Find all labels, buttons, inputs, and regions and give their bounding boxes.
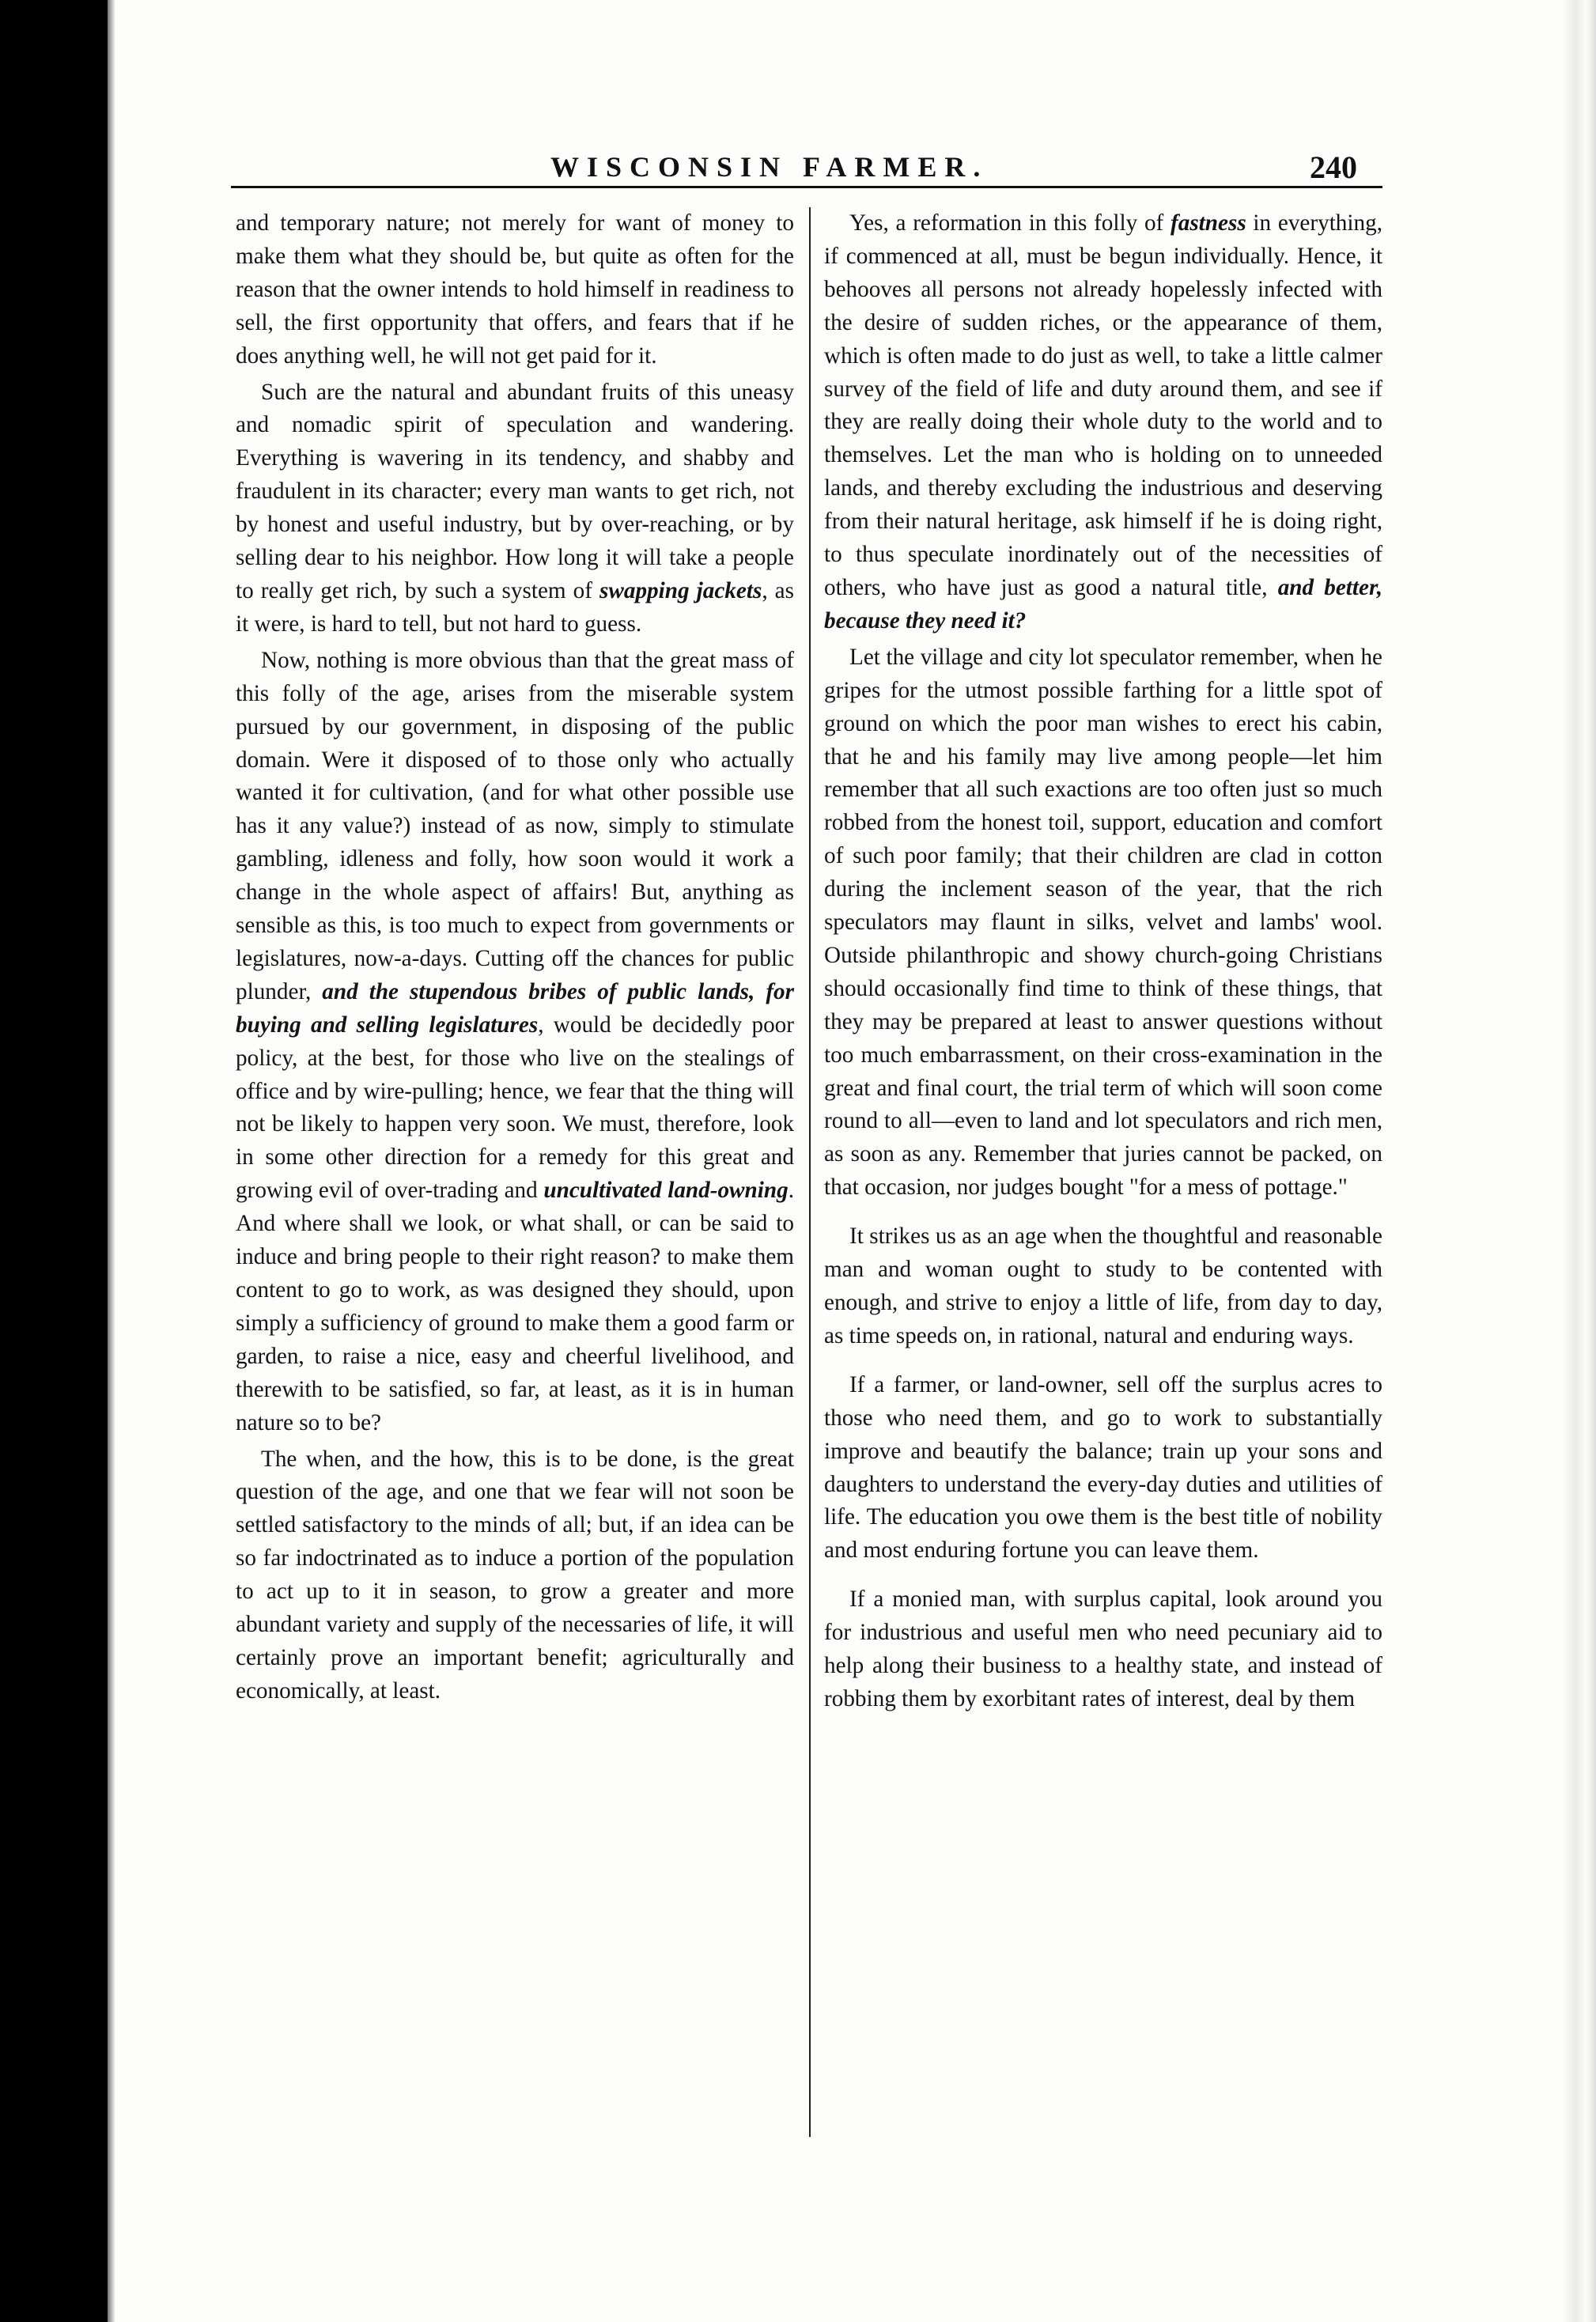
paragraph-text: , would be decidedly poor policy, at the best, for those who live on the stealings of office and by wire-pulling; hence, we fear that the thing will not be likely to happen very soon. We must, therefore, look in some other direction for a remedy for this great and growing evil of over-trading and xyxy=(236,1012,795,1204)
paragraph-text: . And where shall we look, or what shall, or can be said to induce and bring people to their right reason? to make them content to go to work, as was designed they should, upon simply a sufficiency of ground to make them a good farm or garden, to raise a nice, easy and cheerful livelihood, and therewith to be satisfied, so far, at least, as it is in human nature so to be? xyxy=(236,1178,794,1435)
paragraph xyxy=(824,1583,1382,1716)
running-title: WISCONSIN FARMER. xyxy=(550,151,989,183)
paragraph xyxy=(236,207,794,373)
paragraph-text: in everything, if commenced at all, must be begun individually. Hence, it behooves all persons not already hopelessly infected with the desire of sudden riches, or the appearance of them, which is often made to do just as well, to take a little calmer survey of the field of life and duty around them, and see if they are really doing their whole duty to the world and to themselves. Let the man who is holding on to unneeded lands, and thereby excluding the industrious and deserving from their natural heritage, ask himself if he is doing right, to thus speculate inordinately out of the necessities of others, who have just as good a natural title, xyxy=(824,210,1382,600)
paragraph xyxy=(236,376,794,641)
page-number: 240 xyxy=(1310,149,1357,185)
italic-phrase: fastness xyxy=(1171,210,1246,236)
italic-phrase: swapping jackets xyxy=(599,577,762,603)
paragraph-text: , as it were, is hard to tell, but not hard to guess. xyxy=(236,577,794,637)
italic-phrase: uncultivated land-owning xyxy=(543,1178,789,1204)
paragraph-text: Let the village and city lot speculator remember, when he gripes for the utmost possible farthing for a little spot of ground on which the poor man wishes to erect his cabin, that he and his family may live among people—let him remember that all such exactions are too often just so much robbed from the honest toil, support, education and comfort of such poor family; that their children are clad in cotton during the inclement season of the year, that the rich speculators may flaunt in silks, velvet and lambs' wool. Outside philanthropic and showy church-going Christians should occasionally find time to think of these things, that they may be prepared at least to answer questions without too much embarrassment, on their cross-examination in the great and final court, the trial term of which will soon come round to all—even to land and lot speculators and rich men, as soon as any. Remember that juries cannot be packed, on that occasion, nor judges bought "for a mess of pottage." xyxy=(824,644,1382,1201)
paragraph-text: The when, and the how, this is to be done, is the great question of the age, and one that we fear will not soon be settled satisfactory to the minds of all; but, if an idea can be so far indoctrinated as to induce a portion of the population to act up to it in season, to grow a greater and more abundant variety and supply of the necessaries of life, it will certainly prove an important benefit; agriculturally and economically, at least. xyxy=(236,1446,794,1704)
column-rule xyxy=(809,207,811,2137)
paragraph xyxy=(236,645,794,1440)
paragraph xyxy=(824,641,1382,1204)
paragraph xyxy=(236,1443,794,1708)
paragraph-text: If a farmer, or land-owner, sell off the surplus acres to those who need them, and go to work to substantially improve and beautify the balance; train up your sons and daughters to understand the every-day duties and utilities of life. The education you owe them is the best title of nobility and most enduring fortune you can leave them. xyxy=(824,1371,1382,1564)
paragraph-text: If a monied man, with surplus capital, look around you for industrious and useful men who need pecuniary aid to help along their business to a healthy state, and instead of robbing them by exorbitant rates of interest, deal by them xyxy=(824,1586,1382,1711)
paragraph xyxy=(824,1369,1382,1568)
italic-phrase: and better, because they need it? xyxy=(824,574,1383,633)
paragraph-text: Now, nothing is more obvious than that the great mass of this folly of the age, arises from the miserable system pursued by our government, in disposing of the public domain. Were it disposed of to those only who actually wanted it for cultivation, (and for what other possible use has it any value?) instead of as now, simply to stimulate gambling, idleness and folly, how soon would it work a change in the whole aspect of affairs! But, anything as sensible as this, is too much to expect from governments or legislatures, now-a-days. Cutting off the chances for public plunder, xyxy=(236,647,794,1004)
paragraph-text: It strikes us as an age when the thoughtful and reasonable man and woman ought to study to be contented with enough, and strive to enjoy a little of life, from day to day, as time speeds on, in rational, natural and enduring ways. xyxy=(824,1223,1382,1348)
italic-phrase: and the stupendous bribes of public lands, for buying and selling legislatures xyxy=(236,978,794,1038)
paragraph xyxy=(824,1220,1382,1353)
paragraph-text: Yes, a reformation in this folly of xyxy=(849,210,1171,236)
paragraph xyxy=(824,207,1382,638)
gutter-shadow xyxy=(108,0,115,2322)
right-column xyxy=(824,207,1382,1716)
left-column xyxy=(236,207,794,1708)
header-rule xyxy=(231,186,1382,188)
page-edge xyxy=(1563,0,1596,2322)
paragraph-text: Such are the natural and abundant fruits of this uneasy and nomadic spirit of speculation and wandering. Everything is wavering in its tendency, and shabby and fraudulent in its character; every man wants to get rich, not by honest and useful industry, but by over-reaching, or by selling dear to his neighbor. How long it will take a people to really get rich, by such a system of xyxy=(236,379,794,603)
paragraph-text: and temporary nature; not merely for want of money to make them what they should be, but quite as often for the reason that the owner intends to hold himself in readiness to sell, the first opportunity that offers, and fears that if he does anything well, he will not get paid for it. xyxy=(236,210,794,369)
